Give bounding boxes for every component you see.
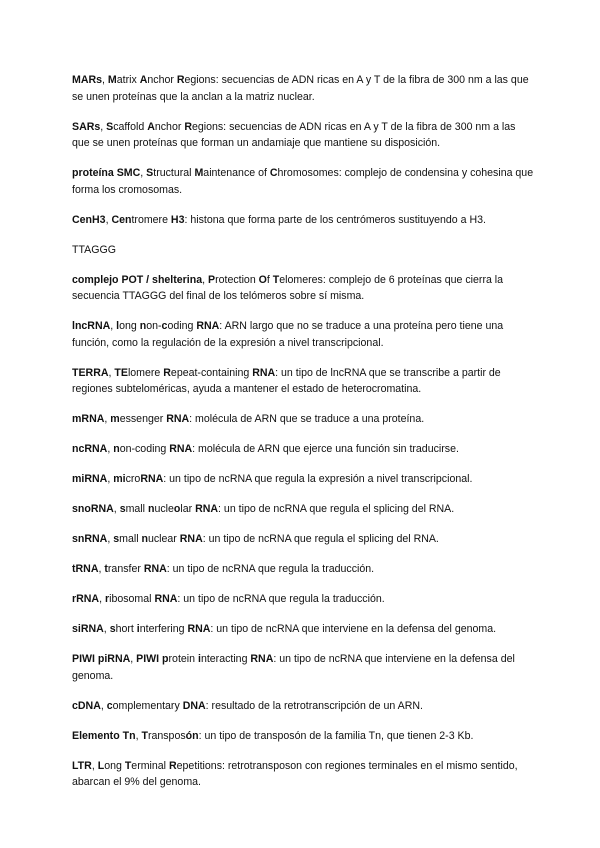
bold-term-text: n [139,320,147,332]
definition-text: rotection [215,273,259,286]
definition-text: aintenance of [203,167,270,179]
definition-text: omplementary [112,699,183,712]
bold-term-text: R [176,74,185,86]
bold-term-text: i [197,653,201,665]
bold-term-text: RNA [166,413,190,425]
definition-text: , [113,503,120,515]
bold-term-text: l [116,320,120,332]
definition-text: rotein [168,653,198,665]
glossary-entry [72,441,534,458]
definition-text: , [100,120,107,133]
bold-term-text: Cen [111,213,132,226]
bold-term-text: s [119,503,126,515]
bold-term-text: proteína SMC [72,167,141,179]
bold-term-text: m [110,413,120,425]
definition-text: mall [119,533,142,545]
definition-text: , [102,74,108,86]
definition-text: nchor [154,120,185,133]
definition-text: nchor [147,74,177,86]
definition-text: : molécula de ARN que ejerce una función sin traducirse. [192,443,459,455]
glossary-entry [72,411,534,428]
definition-text: egions: secuencias de ADN ricas en A y T de la fibra de 300 nm a las que se unen proteínas que la anclan a la matriz nuclear. [72,74,529,103]
bold-term-text: siRNA [72,623,104,635]
definition-text: , [99,593,105,605]
definition-text: ransfer [107,563,144,575]
definition-text: epetitions: retrotransposon con regiones terminales en el mismo sentido, abarcan el 9% del genoma. [72,759,518,788]
bold-term-text: mRNA [72,413,105,425]
glossary-entry [72,242,534,259]
bold-term-text: CenH3 [72,213,106,226]
definition-text: ong [104,759,125,772]
definition-text: : un tipo de lncRNA que se transcribe a partir de regiones subteloméricas, ayuda a mantener el estado de heterocromatina. [72,366,501,395]
definition-text: , [91,759,98,772]
definition-text: , [135,729,142,742]
definition-text: , [202,273,208,286]
bold-term-text: o [173,503,181,515]
definition-text: TTAGGG [72,243,116,256]
definition-text: atrix [116,74,140,86]
glossary-entry [72,318,534,351]
definition-text: erminal [131,759,169,772]
definition-text: , [98,563,105,575]
bold-term-text: s [109,623,116,635]
glossary-entry [72,272,534,305]
definition-text: lar [180,503,196,515]
bold-term-text: cDNA [72,699,101,712]
glossary-entry [72,72,534,105]
definition-text: hromosomes: complejo de condensina y cohesina que forma los cromosomas. [72,167,534,196]
definition-text: , [110,320,117,332]
definition-text: , [140,167,147,179]
bold-term-text: n [113,443,120,455]
definition-text: lomere [127,366,164,379]
bold-term-text: n [147,503,155,515]
bold-term-text: R [168,759,177,772]
bold-term-text: LTR [72,759,92,772]
bold-term-text: A [139,74,148,86]
bold-term-text: C [269,167,278,179]
definition-text: caffold [113,120,148,133]
bold-term-text: RNA [187,623,211,635]
bold-term-text: ón [185,729,199,742]
bold-term-text: TE [114,366,128,379]
glossary-entry [72,471,534,488]
glossary-entry [72,212,534,229]
bold-term-text: S [146,167,154,179]
definition-text: : un tipo de ncRNA que regula la expresión a nivel transcripcional. [163,473,473,485]
bold-term-text: RNA [154,593,178,605]
bold-term-text: s [113,533,120,545]
bold-term-text: rRNA [72,593,100,605]
definition-text: , [100,699,107,712]
definition-text: egions: secuencias de ADN ricas en A y T de la fibra de 300 nm a las que se unen proteínas que forman un andamiaje que mantiene su disposición. [72,120,516,149]
glossary-entry [72,501,534,518]
bold-term-text: tRNA [72,563,99,575]
definition-text: hort [115,623,137,635]
definition-text: : un tipo de ncRNA que regula la traducción. [177,593,385,605]
bold-term-text: M [194,167,204,179]
definition-text: ibosomal [109,593,155,605]
glossary-entry [72,531,534,548]
bold-term-text: H3 [170,213,185,226]
glossary-entry [72,365,534,398]
definition-text: : un tipo de ncRNA que regula la traducción. [166,563,375,575]
bold-term-text: T [272,273,280,286]
definition-text: : resultado de la retrotranscripción de un ARN. [205,699,423,712]
bold-term-text: lncRNA [72,320,111,332]
definition-text: oding [167,320,197,332]
glossary-entry [72,728,534,745]
bold-term-text: RNA [196,320,220,332]
glossary-entry [72,698,534,715]
bold-term-text: c [161,320,168,332]
definition-text: mall [125,503,148,515]
definition-text: elomeres: complejo de 6 proteínas que cierra la secuencia TTAGGG del final de los telómeros sobre sí misma. [72,273,504,302]
bold-term-text: complejo POT / shelterina [72,273,203,286]
bold-term-text: TERRA [72,366,109,379]
definition-text: f [266,273,273,286]
glossary-entry [72,165,534,198]
glossary-entry [72,561,534,578]
definition-text: nteracting [200,653,251,665]
bold-term-text: r [104,593,110,605]
glossary-entry [72,651,534,684]
bold-term-text: RNA [140,473,164,485]
definition-text: : histona que forma parte de los centrómeros sustituyendo a H3. [184,213,486,226]
definition-text: , [108,366,115,379]
bold-term-text: snRNA [72,533,108,545]
bold-term-text: P [208,273,216,286]
bold-term-text: O [258,273,267,286]
bold-term-text: M [107,74,117,86]
bold-term-text: S [106,120,114,133]
definition-text: , [103,623,110,635]
bold-term-text: miRNA [72,473,108,485]
definition-text: tructural [153,167,195,179]
definition-text: uclear [147,533,180,545]
definition-text: , [107,473,114,485]
bold-term-text: Elemento Tn [72,729,136,742]
bold-term-text: RNA [143,563,167,575]
definition-text: : un tipo de ncRNA que interviene en la defensa del genoma. [210,623,497,635]
bold-term-text: RNA [195,503,219,515]
bold-term-text: A [147,120,155,133]
definition-text: , [107,443,114,455]
bold-term-text: i [136,623,140,635]
document-page [72,72,534,804]
bold-term-text: RNA [169,443,193,455]
definition-text: : un tipo de ncRNA que regula el splicing del RNA. [202,533,439,545]
bold-term-text: PIWI piRNA [72,653,131,665]
definition-text: , [107,533,114,545]
bold-term-text: ncRNA [72,443,108,455]
bold-term-text: n [141,533,148,545]
bold-term-text: DNA [182,699,206,712]
definition-text: : un tipo de ncRNA que regula el splicing del RNA. [218,503,455,515]
definition-text: , [105,213,112,226]
definition-text: epeat-containing [170,366,253,379]
definition-text: on-coding [119,443,170,455]
glossary-entry [72,591,534,608]
definition-text: nterfering [139,623,188,635]
glossary-entry [72,758,534,791]
bold-term-text: RNA [250,653,274,665]
definition-text: essenger [119,413,167,425]
bold-term-text: T [141,729,148,742]
definition-text: , [130,653,137,665]
definition-text: ucle [154,503,174,515]
definition-text: cro [125,473,141,485]
definition-text: on- [146,320,162,332]
bold-term-text: PIWI p [136,653,169,665]
bold-term-text: RNA [179,533,203,545]
definition-text: : molécula de ARN que se traduce a una proteína. [189,413,425,425]
bold-term-text: SARs [72,120,101,133]
definition-text: : un tipo de ncRNA que interviene en la defensa del genoma. [72,653,515,682]
bold-term-text: MARs [72,74,103,86]
definition-text: ong [119,320,140,332]
definition-text: : ARN largo que no se traduce a una proteína pero tiene una función, como la regulación de la expresión a nivel transcripcional. [72,320,504,349]
bold-term-text: c [106,699,113,712]
bold-term-text: t [104,563,108,575]
glossary-entry [72,119,534,152]
definition-text: : un tipo de transposón de la familia Tn, que tienen 2-3 Kb. [198,729,474,742]
definition-text: , [104,413,111,425]
bold-term-text: mi [113,473,126,485]
bold-term-text: L [97,759,105,772]
bold-term-text: R [184,120,192,133]
definition-text: ranspos [147,729,186,742]
bold-term-text: R [163,366,171,379]
glossary-entry [72,621,534,638]
definition-text: tromere [131,213,171,226]
bold-term-text: snoRNA [72,503,114,515]
bold-term-text: T [124,759,132,772]
bold-term-text: RNA [252,366,276,379]
